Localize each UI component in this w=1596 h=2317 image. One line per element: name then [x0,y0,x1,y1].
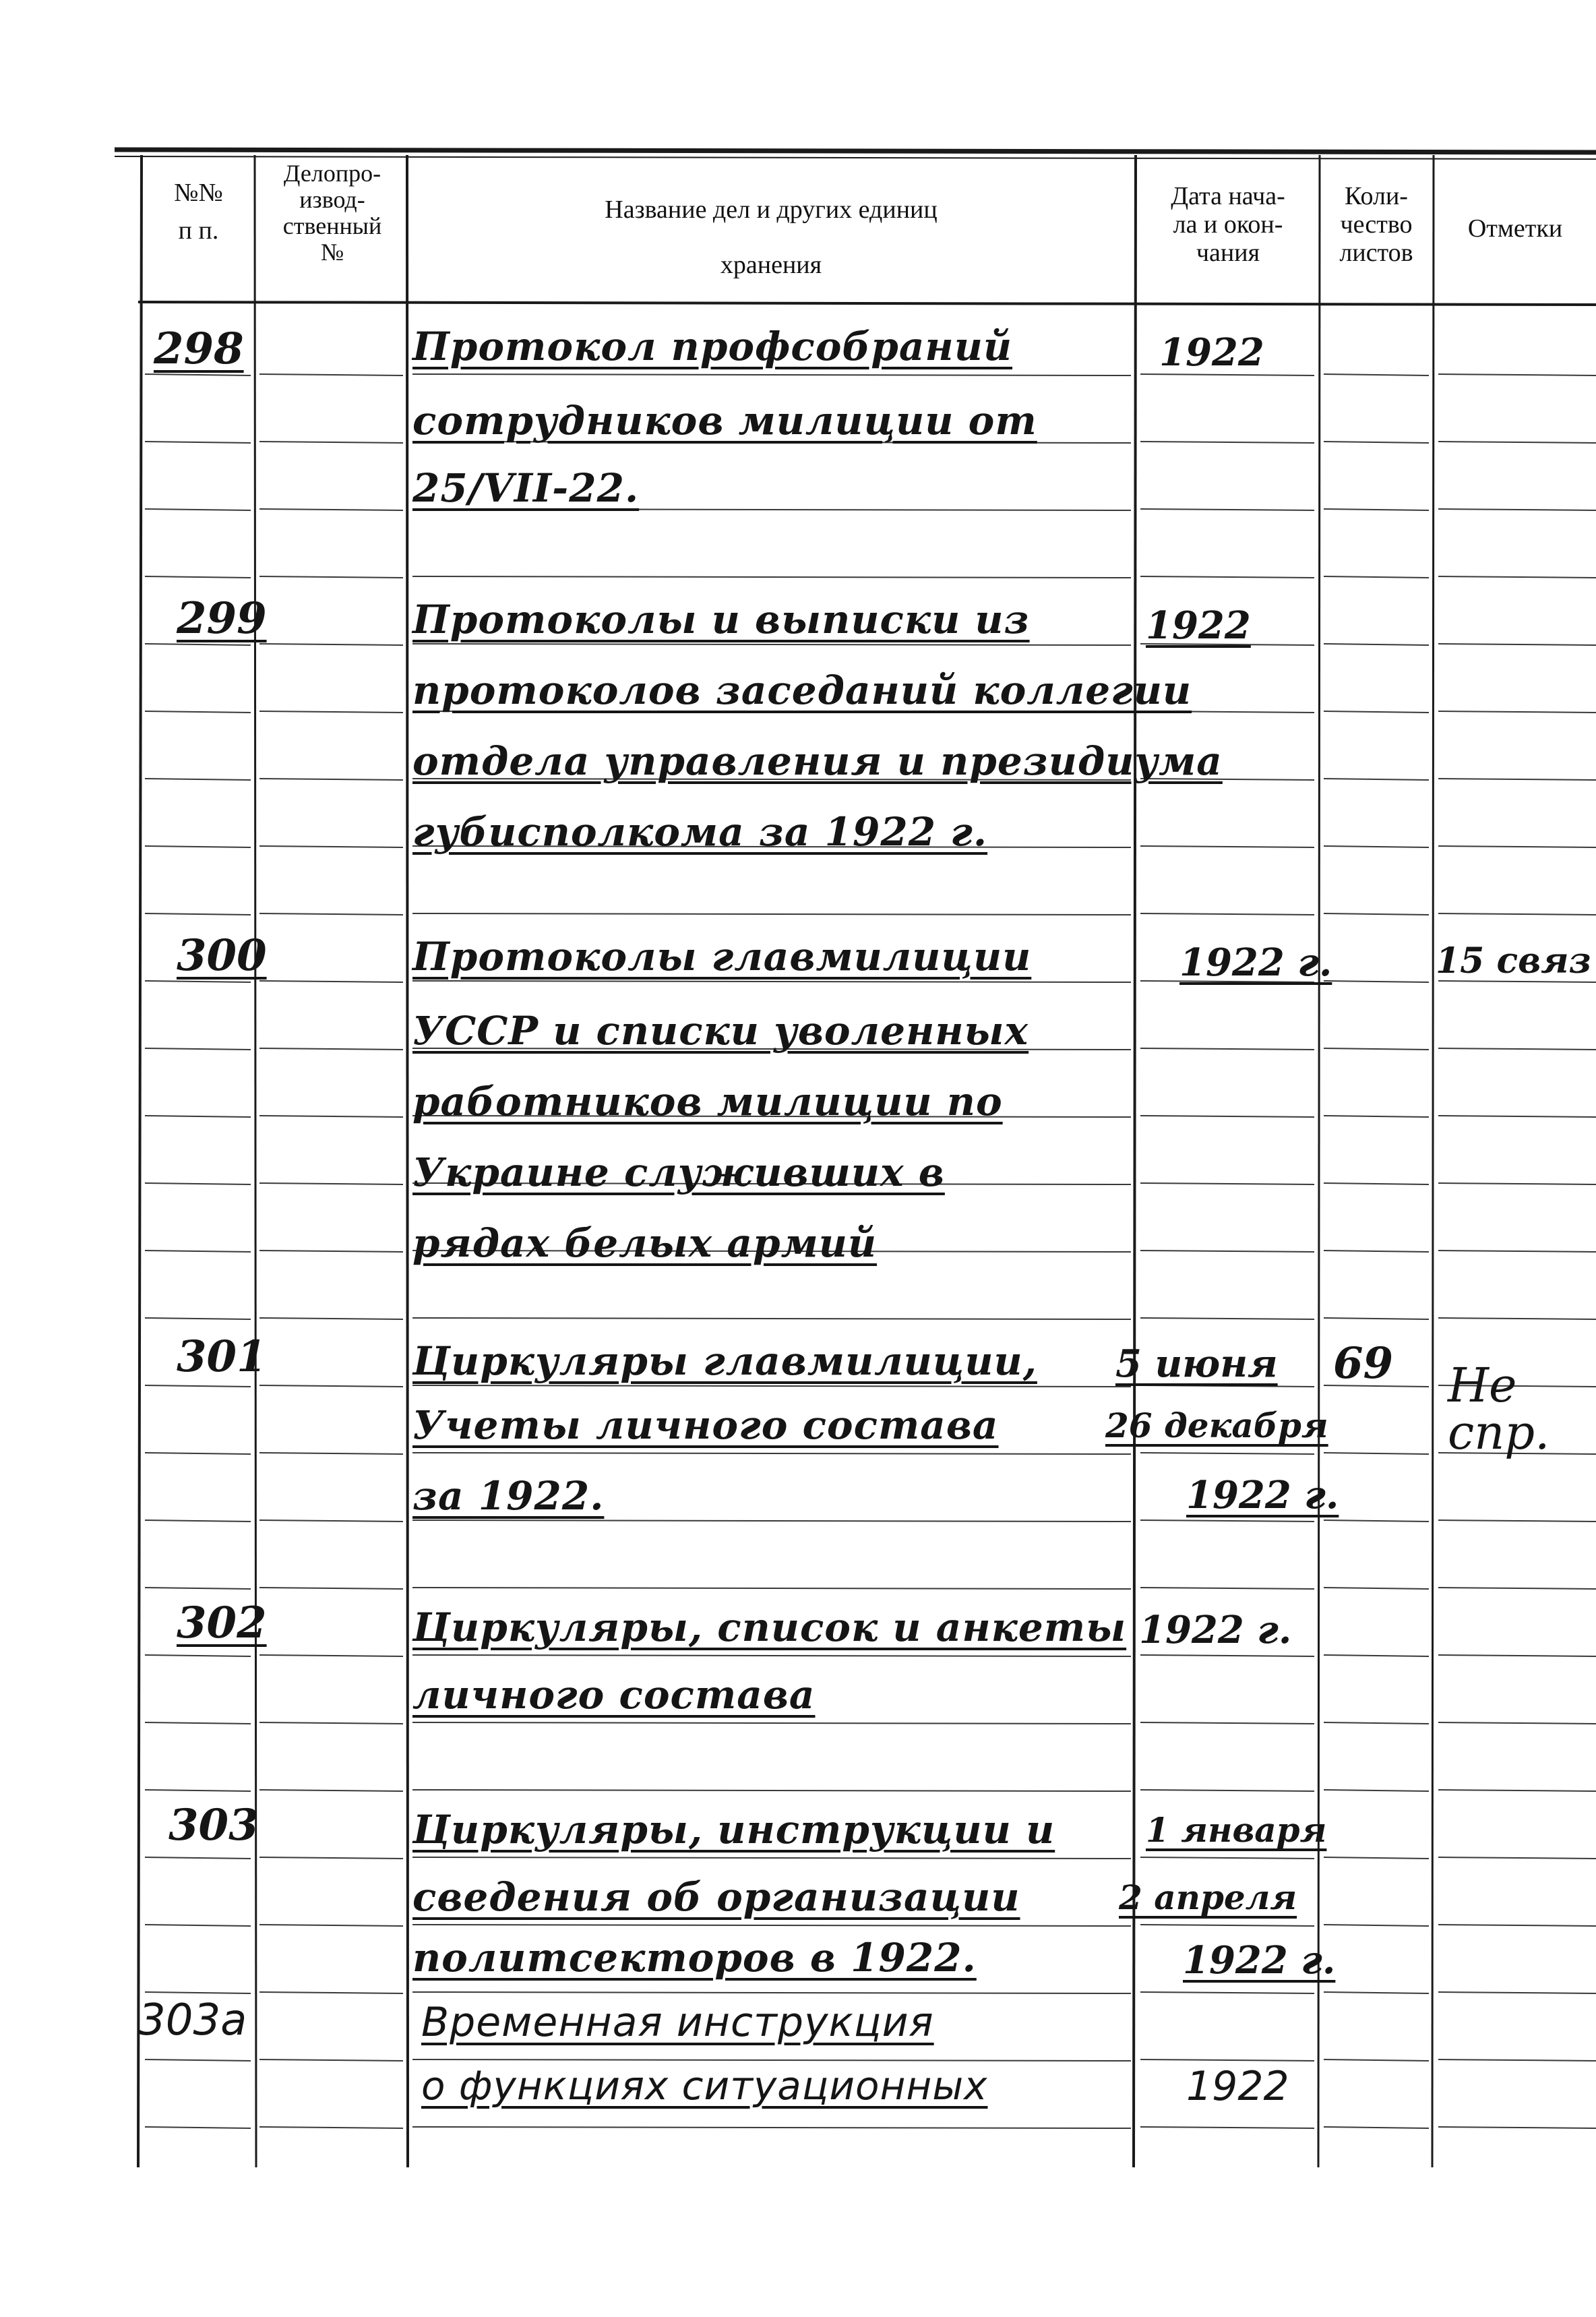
ruled-line [1324,1588,1429,1589]
header-col-office-line4: № [320,239,344,266]
header-col-office-line3: ственный [282,212,382,239]
entry-301-date-year: 1922 г. [1186,1473,1339,1517]
entry-303a-number: 303а [138,1995,247,2045]
header-col-number-line1: №№ [174,179,223,207]
ruled-line [412,1655,1131,1656]
entry-300-title-line1: Протоколы главмилиции [412,934,1032,980]
ruled-line [259,1251,403,1252]
ruled-line [259,509,403,510]
ruled-line [412,1925,1131,1926]
entry-303-number: 303 [168,1800,259,1850]
ruled-line [145,1588,251,1589]
header-col-title-line1: Название дел и других единиц [605,195,938,224]
entry-301-notes: Не спр. [1448,1358,1550,1460]
ruled-line [1324,1520,1429,1522]
ruled-line [1324,1925,1429,1926]
ruled-line [259,1385,403,1387]
ruled-line [1324,1251,1429,1252]
entry-299-title-line2: протоколов заседаний коллегии [412,667,1192,713]
entry-298-date: 1922 [1159,330,1264,375]
entry-303-title-line2: сведения об организации [412,1874,1020,1920]
ruled-line [1324,1048,1429,1050]
entry-299-title-line1: Протоколы и выписки из [412,597,1030,642]
ruled-line [412,981,1131,982]
entry-299-date: 1922 [1146,603,1251,648]
ruled-line [412,2127,1131,2128]
ruled-line [1324,509,1429,510]
entry-303-date-year: 1922 г. [1183,1938,1336,1983]
ruled-line [1140,1520,1314,1522]
ruled-line [259,1722,403,1724]
ruled-line [412,1857,1131,1859]
header-col-notes [1434,214,1596,243]
ruled-line [145,1655,251,1656]
ruled-line [1324,2059,1429,2061]
entry-298-title-line2: сотрудников милиции от [412,398,1037,444]
ruled-line [1140,576,1314,578]
entry-301-date-end: 26 декабря [1105,1406,1328,1445]
ruled-line [1140,1790,1314,1791]
ruled-line [1438,779,1596,780]
ruled-line [1324,1722,1429,1724]
header-col-dates-line3: чания [1196,239,1260,267]
ruled-line [259,711,403,713]
ruled-line [1140,1857,1314,1859]
ruled-line [259,374,403,375]
ruled-line [412,2059,1131,2061]
entry-300-notes: 15 связ [1436,940,1591,982]
ruled-line [259,1048,403,1050]
ruled-line [412,644,1131,645]
header-col-count-line1: Коли- [1345,182,1408,210]
entry-300-number: 300 [177,930,267,981]
entry-303-date-end: 2 апреля [1119,1877,1297,1917]
ruled-line [1324,576,1429,578]
ruled-line [412,374,1131,375]
entry-303-date-start: 1 января [1146,1810,1327,1850]
entry-301-title-line3: за 1922. [412,1473,605,1519]
ruled-line [259,442,403,443]
ruled-line [1324,1655,1429,1656]
entry-299-title-line3: отдела управления и президиума [412,738,1223,784]
ruled-line [1140,1722,1314,1724]
header-col-count-line2: чество [1340,210,1413,239]
ruled-line [1438,509,1596,510]
entry-301-title-line2: Учеты личного состава [412,1402,999,1448]
entry-303-title-line1: Циркуляры, инструкции и [412,1807,1055,1853]
entry-300-date: 1922 г. [1179,940,1332,985]
entry-302-date: 1922 г. [1139,1608,1292,1652]
ruled-line [259,1318,403,1319]
entry-301-title-line1: Циркуляры главмилиции, [412,1338,1037,1384]
ruled-line [259,576,403,578]
ruled-line [1438,576,1596,578]
header-col-office-number [257,160,407,266]
ruled-line [1438,711,1596,713]
ruled-line [1140,442,1314,443]
ruled-line [145,711,251,713]
ruled-line [1438,2059,1596,2061]
ruled-line [1140,2127,1314,2128]
ruled-line [145,1992,251,1993]
ruled-line [1438,1520,1596,1522]
entry-303a-date: 1922 [1186,2063,1289,2110]
ruled-line [1438,2127,1596,2128]
ruled-line [1324,1790,1429,1791]
ruled-line [145,442,251,443]
ruled-line [412,1722,1131,1724]
ruled-line [145,1925,251,1926]
ruled-line [1324,779,1429,780]
ruled-line [259,1925,403,1926]
ruled-line [412,576,1131,578]
entry-302-title-line2: личного состава [412,1672,816,1718]
ruled-line [145,509,251,510]
ruled-line [145,1857,251,1859]
ruled-line [145,1453,251,1454]
ruled-line [1140,509,1314,510]
ruled-line [1140,1655,1314,1656]
ruled-line [1140,1318,1314,1319]
ruled-line [145,981,251,982]
header-col-number-line2: п п. [178,216,219,245]
ruled-line [259,1453,403,1454]
ruled-line [259,1116,403,1117]
ruled-line [259,1520,403,1522]
ruled-line [145,644,251,645]
ruled-line [1324,2127,1429,2128]
ruled-line [1438,1318,1596,1319]
ruled-line [1324,711,1429,713]
ruled-line [1438,1183,1596,1184]
ruled-line [145,1318,251,1319]
ruled-line [1324,1453,1429,1454]
entry-303a-title-line2: о функциях ситуационных [421,2063,988,2109]
header-col-office-line2: извод- [299,186,365,213]
ruled-line [1438,1048,1596,1050]
ruled-line [1140,1588,1314,1589]
entry-299-number: 299 [177,593,267,644]
ruled-line [1324,1857,1429,1859]
entry-300-title-line5: рядах белых армий [412,1220,878,1266]
ruled-line [1140,913,1314,915]
ruled-line [259,1992,403,1993]
ruled-line [1438,1925,1596,1926]
ruled-line [1324,981,1429,982]
ruled-line [1324,442,1429,443]
header-col-count-line3: листов [1339,239,1413,267]
entry-301-number: 301 [177,1331,267,1382]
entry-299-title-line4: губисполкома за 1922 г. [412,809,988,855]
ruled-line [1438,1251,1596,1252]
ruled-line [145,1520,251,1522]
ruled-line [1140,1048,1314,1050]
ruled-line [145,779,251,780]
ruled-line [145,913,251,915]
ruled-line [145,1251,251,1252]
ruled-line [1140,1183,1314,1184]
ruled-line [145,2059,251,2061]
ruled-line [259,981,403,982]
ruled-line [1324,846,1429,847]
ruled-line [1140,1453,1314,1454]
ruled-line [145,1790,251,1791]
ruled-line [1324,1992,1429,1993]
entry-298-title-line3: 25/VII-22. [412,465,640,511]
ruled-line [1140,2059,1314,2061]
ruled-line [1140,1925,1314,1926]
ruled-line [412,913,1131,915]
header-col-office-line1: Делопро- [283,160,381,187]
entry-300-title-line4: Украине служивших в [412,1149,945,1195]
entry-298-title-line1: Протокол профсобраний [412,324,1013,369]
ruled-line [145,1116,251,1117]
entry-301-sheet-count: 69 [1333,1338,1394,1389]
ruled-line [1438,1588,1596,1589]
entry-303-title-line3: политсекторов в 1922. [412,1935,977,1981]
ruled-line [1324,374,1429,375]
entry-302-number: 302 [177,1598,267,1648]
ruled-line [259,779,403,780]
ruled-line [1324,1183,1429,1184]
ruled-line [412,1992,1131,1993]
ruled-line [259,1183,403,1184]
ruled-line [412,1588,1131,1589]
ruled-line [145,1385,251,1387]
ruled-line [1140,1251,1314,1252]
ruled-line [1438,1116,1596,1117]
ruled-line [145,576,251,578]
ruled-line [259,1588,403,1589]
ruled-line [1438,442,1596,443]
ruled-line [1438,1655,1596,1656]
ruled-line [412,1453,1131,1454]
ruled-line [1438,1790,1596,1791]
ruled-line [259,1655,403,1656]
ruled-line [1324,1318,1429,1319]
ruled-line [1324,913,1429,915]
ruled-line [412,1790,1131,1791]
ruled-line [1438,374,1596,375]
entry-303a-title-line1: Временная инструкция [421,1999,934,2046]
ruled-line [1438,913,1596,915]
ruled-line [1324,644,1429,645]
ruled-line [259,644,403,645]
ruled-line [259,2127,403,2128]
ruled-line [259,846,403,847]
header-col-dates [1136,182,1320,267]
ruled-line [412,1318,1131,1319]
ruled-line [145,1183,251,1184]
ruled-line [145,1722,251,1724]
header-col-dates-line1: Дата нача- [1171,182,1285,210]
ruled-line [145,846,251,847]
ruled-line [259,2059,403,2061]
ruled-line [412,1385,1131,1387]
entry-301-date-start: 5 июня [1115,1342,1278,1386]
ruled-line [259,913,403,915]
entry-298-number: 298 [154,324,244,374]
ruled-line [1438,1722,1596,1724]
ruled-line [1438,1992,1596,1993]
ruled-line [1140,1992,1314,1993]
entry-300-title-line2: УССР и списки уволенных [412,1008,1029,1054]
header-col-title-line2: хранения [720,251,822,279]
header-col-title [408,182,1134,293]
ruled-line [1438,644,1596,645]
ruled-line [145,2127,251,2128]
header-col-notes-text: Отметки [1467,214,1563,243]
ruled-line [259,1857,403,1859]
ruled-line [145,1048,251,1050]
entry-302-title-line1: Циркуляры, список и анкеты [412,1604,1127,1650]
ruled-line [145,374,251,375]
ruled-line [1438,846,1596,847]
ruled-line [259,1790,403,1791]
ruled-line [412,1520,1131,1522]
header-col-dates-line2: ла и окон- [1173,210,1283,239]
ruled-line [1324,1116,1429,1117]
ruled-line [1140,846,1314,847]
ruled-line [1438,1857,1596,1859]
entry-300-title-line3: работников милиции по [412,1079,1003,1124]
header-col-sheet-count [1320,182,1433,267]
header-col-number [143,179,254,245]
ruled-line [1140,1116,1314,1117]
